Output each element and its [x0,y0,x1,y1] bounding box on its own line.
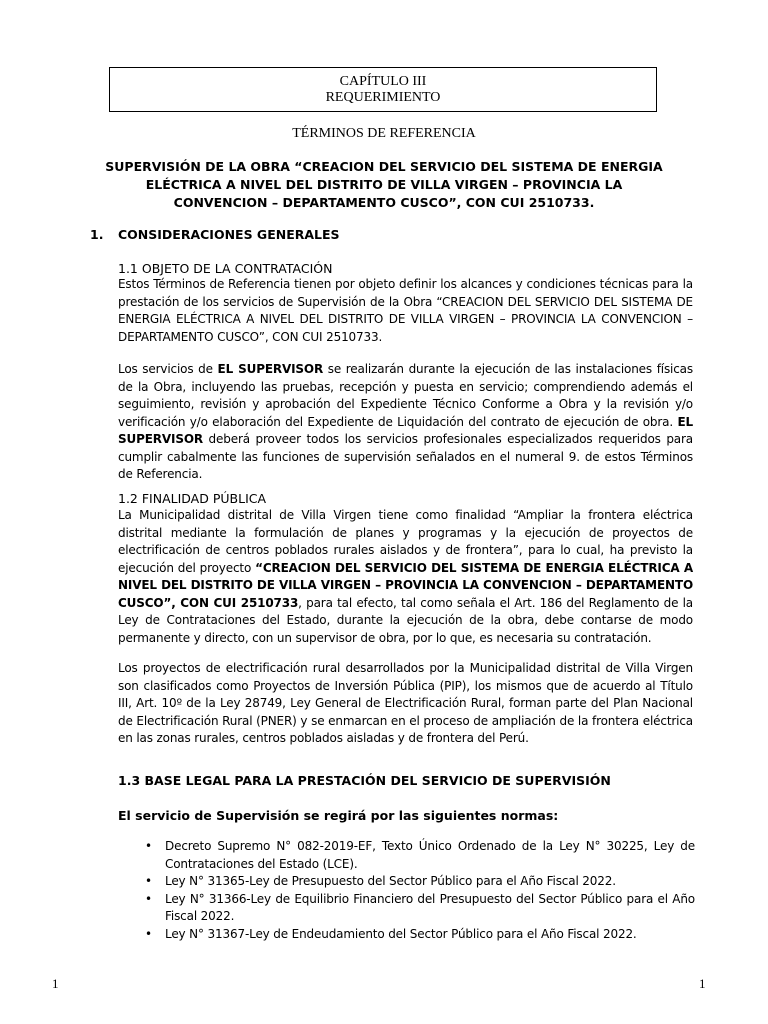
bullet-icon: • [145,874,152,888]
document-title: TÉRMINOS DE REFERENCIA [292,126,476,141]
chapter-label: CAPÍTULO III [339,74,427,89]
chapter-header-box [109,67,657,112]
paragraph-servicios: Los servicios de EL SUPERVISOR se realizarán durante la ejecución de las instalaciones físicas de la Obra, incluyendo las pruebas, recepción y puesta en servicio; comprendiendo además el seguimiento, revisión y aprobación del Expediente Técnico Conforme a Obra y la revisión y/o verificación y/o elaboración del Expediente de Liquidación del contrato de ejecución de obra. EL SUPERVISOR deberá proveer todos los servicios profesionales especializados requeridos para cumplir cabalmente las funciones de supervisión señalados en el numeral 9. de estos Términos de Referencia. [118,362,693,481]
bold-supervisor: EL SUPERVISOR [217,362,324,376]
main-title: SUPERVISIÓN DE LA OBRA “CREACION DEL SERVICIO DEL SISTEMA DE ENERGIA ELÉCTRICA A NIVEL DEL DISTRITO DE VILLA VIRGEN – PROVINCIA LA CONVENCION – DEPARTAMENTO CUSCO”, CON CUI 2510733. [105,159,663,210]
bold-project-name: “CREACION DEL SERVICIO DEL SISTEMA DE ENERGIA ELÉCTRICA A NIVEL DEL DISTRITO DE VILLA VIRGEN – PROVINCIA LA CONVENCION – DEPARTAMENTO CUSCO”, CON CUI 2510733 [118,560,693,610]
bold-supervisor: EL SUPERVISOR [118,414,693,446]
section-number: 1. [90,227,104,242]
bullet-icon: • [145,926,152,941]
page-number-right: 1 [699,976,706,991]
legal-basis-intro: El servicio de Supervisión se regirá por las siguientes normas: [118,808,559,823]
bullet-icon: • [145,891,152,906]
subsection-heading-1-3: 1.3 BASE LEGAL PARA LA PRESTACIÓN DEL SERVICIO DE SUPERVISIÓN [118,773,611,788]
list-item: • Ley N° 31366-Ley de Equilibrio Financiero del Presupuesto del Sector Público para el Año Fiscal 2022. [145,891,695,923]
subsection-heading-1-1: 1.1 OBJETO DE LA CONTRATACIÓN [118,261,333,276]
section-heading [90,227,340,242]
paragraph-finalidad: La Municipalidad distrital de Villa Virgen tiene como finalidad “Ampliar la frontera eléctrica distrital mediante la formulación de planes y programas y la ejecución de proyectos de electrificación de centros poblados rurales aislados y de frontera”, para lo cual, ha previsto la ejecución del proyecto “CREACION DEL SERVICIO DEL SISTEMA DE ENERGIA ELÉCTRICA A NIVEL DEL DISTRITO DE VILLA VIRGEN – PROVINCIA LA CONVENCION – DEPARTAMENTO CUSCO”, CON CUI 2510733, para tal efecto, tal como señala el Art. 186 del Reglamento de la Ley de Contrataciones del Estado, durante la ejecución de la obra, debe contarse de modo permanente y directo, con un supervisor de obra, por lo que, es necesaria su contratación. [118,508,693,645]
list-item: • Decreto Supremo N° 082-2019-EF, Texto Único Ordenado de la Ley N° 30225, Ley de Contrataciones del Estado (LCE). [145,839,695,871]
subsection-heading-1-2: 1.2 FINALIDAD PÚBLICA [118,491,267,506]
section-title: CONSIDERACIONES GENERALES [118,227,340,242]
legal-norms-list [145,838,695,943]
paragraph-objeto: Estos Términos de Referencia tienen por objeto definir los alcances y condiciones técnicas para la prestación de los servicios de Supervisión de la Obra “CREACION DEL SERVICIO DEL SISTEMA DE ENERGIA ELÉCTRICA A NIVEL DEL DISTRITO DE VILLA VIRGEN – PROVINCIA LA CONVENCION – DEPARTAMENTO CUSCO”, CON CUI 2510733. [118,277,693,344]
paragraph-proyectos: Los proyectos de electrificación rural desarrollados por la Municipalidad distrital de Villa Virgen son clasificados como Proyectos de Inversión Pública (PIP), los mismos que de acuerdo al Título III, Art. 10º de la Ley 28749, Ley General de Electrificación Rural, forman parte del Plan Nacional de Electrificación Rural (PNER) y se enmarcan en el proceso de ampliación de la frontera eléctrica en las zonas rurales, centros poblados aisladas y de frontera del Perú. [118,661,693,745]
requirement-label: REQUERIMIENTO [325,90,441,105]
bullet-icon: • [145,839,152,853]
page-number-left: 1 [52,976,59,991]
list-item: • Ley N° 31365-Ley de Presupuesto del Sector Público para el Año Fiscal 2022. [145,873,695,891]
list-item: • Ley N° 31367-Ley de Endeudamiento del Sector Público para el Año Fiscal 2022. [145,926,695,944]
